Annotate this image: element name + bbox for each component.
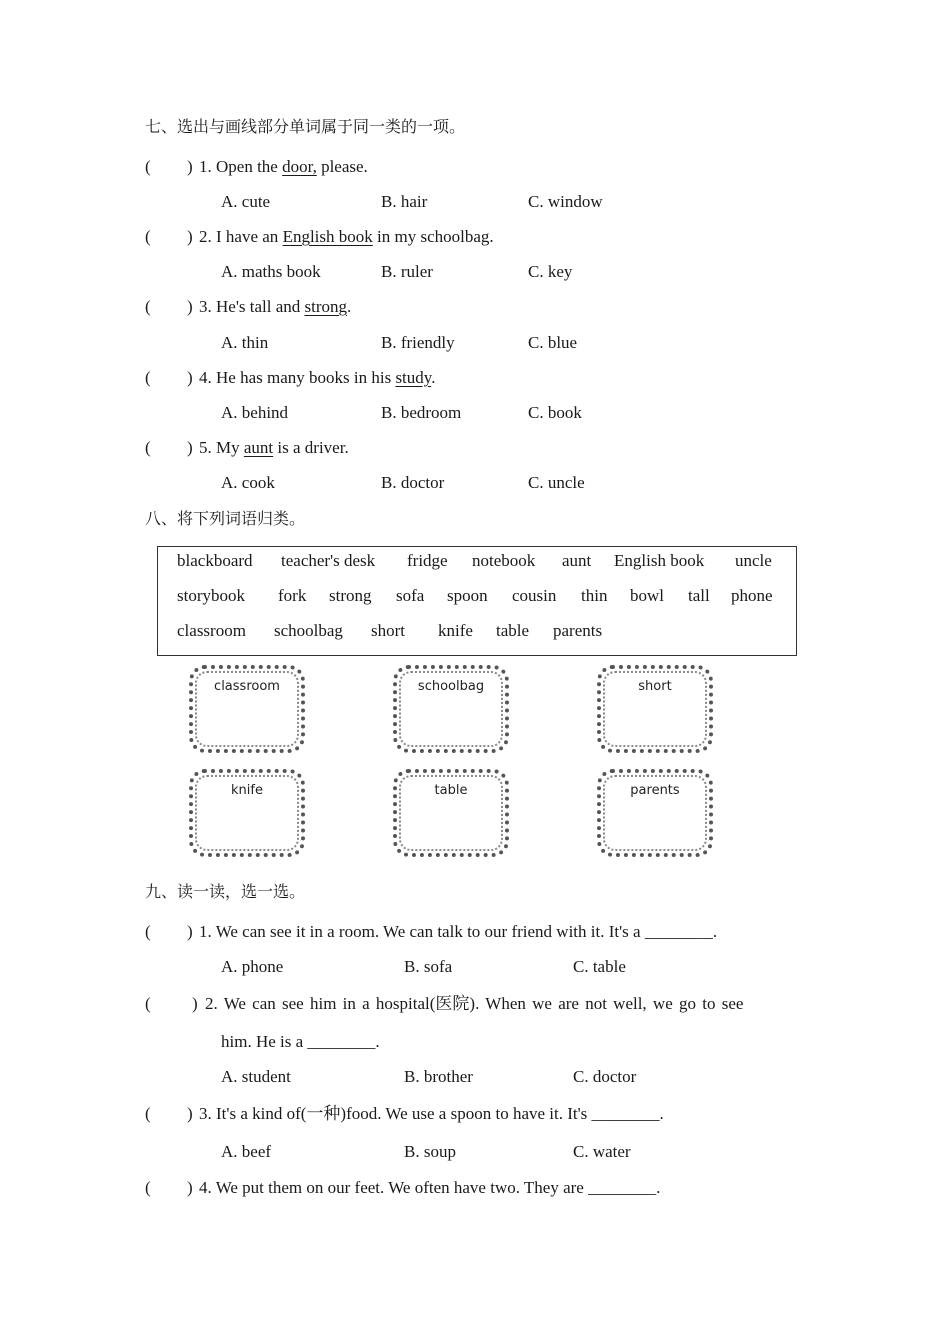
category-frame-parents: parents <box>597 769 713 857</box>
word-item: phone <box>731 586 773 605</box>
option-b: B. brother <box>404 1067 473 1086</box>
answer-paren-close: ) <box>187 297 193 316</box>
option-a: A. cute <box>221 192 271 211</box>
option-b: B. bedroom <box>381 403 462 422</box>
category-frame-table: table <box>393 769 509 857</box>
answer-paren-close: ) <box>192 994 198 1013</box>
word-item: blackboard <box>177 551 253 570</box>
word-item: fork <box>278 586 307 605</box>
category-frame-short: short <box>597 665 713 753</box>
word-item: cousin <box>512 586 557 605</box>
option-c: C. doctor <box>573 1067 637 1086</box>
word-item: tall <box>688 586 710 605</box>
option-a: A. thin <box>221 333 269 352</box>
answer-paren-open: ( <box>145 157 151 176</box>
option-a: A. cook <box>221 473 275 492</box>
option-a: A. phone <box>221 957 284 976</box>
option-c: C. window <box>528 192 603 211</box>
question-text: 2. We can see him in a hospital(医院). When we are not well, we go to see <box>205 994 744 1013</box>
answer-paren-open: ( <box>145 438 151 457</box>
question-text: 5. My aunt is a driver. <box>199 438 349 457</box>
question-text: 1. We can see it in a room. We can talk to our friend with it. It's a ________. <box>199 922 718 941</box>
word-item: short <box>371 621 405 640</box>
answer-paren-open: ( <box>145 922 151 941</box>
option-a: A. maths book <box>221 262 321 281</box>
word-item: spoon <box>447 586 488 605</box>
word-item: English book <box>614 551 705 570</box>
answer-paren-open: ( <box>145 1104 151 1123</box>
question-text: 4. He has many books in his study. <box>199 368 436 387</box>
option-c: C. uncle <box>528 473 585 492</box>
question-text: 1. Open the door, please. <box>199 157 368 176</box>
section7-title: 七、选出与画线部分单词属于同一类的一项。 <box>145 117 466 136</box>
word-item: fridge <box>407 551 448 570</box>
word-item: bowl <box>630 586 664 605</box>
word-item: table <box>496 621 530 640</box>
option-b: B. friendly <box>381 333 455 352</box>
word-item: knife <box>438 621 473 640</box>
answer-paren-open: ( <box>145 994 151 1013</box>
word-item: strong <box>329 586 372 605</box>
answer-paren-close: ) <box>187 438 193 457</box>
question-text: 2. I have an English book in my schoolbag. <box>199 227 494 246</box>
word-item: sofa <box>396 586 425 605</box>
option-b: B. hair <box>381 192 428 211</box>
option-c: C. book <box>528 403 582 422</box>
section9-title: 九、读一读，选一选。 <box>145 882 306 901</box>
section8-title: 八、将下列词语归类。 <box>145 509 306 528</box>
word-item: classroom <box>177 621 246 640</box>
word-item: aunt <box>562 551 592 570</box>
answer-paren-close: ) <box>187 157 193 176</box>
word-item: schoolbag <box>274 621 343 640</box>
option-b: B. doctor <box>381 473 445 492</box>
word-item: storybook <box>177 586 245 605</box>
option-a: A. beef <box>221 1142 272 1161</box>
word-item: parents <box>553 621 603 640</box>
option-c: C. key <box>528 262 573 281</box>
answer-paren-close: ) <box>187 1178 193 1197</box>
answer-paren-open: ( <box>145 1178 151 1197</box>
option-b: B. soup <box>404 1142 456 1161</box>
question-text: 3. It's a kind of(一种)food. We use a spoon to have it. It's ________. <box>199 1104 664 1123</box>
answer-paren-close: ) <box>187 922 193 941</box>
category-frame-classroom: classroom <box>189 665 305 753</box>
answer-paren-close: ) <box>187 227 193 246</box>
category-frame-schoolbag: schoolbag <box>393 665 509 753</box>
category-frame-knife: knife <box>189 769 305 857</box>
option-b: B. sofa <box>404 957 453 976</box>
question-text: 4. We put them on our feet. We often have two. They are ________. <box>199 1178 661 1197</box>
answer-paren-open: ( <box>145 368 151 387</box>
option-b: B. ruler <box>381 262 433 281</box>
question-text-continued: him. He is a ________. <box>221 1032 380 1051</box>
question-text: 3. He's tall and strong. <box>199 297 352 316</box>
option-c: C. water <box>573 1142 631 1161</box>
word-item: uncle <box>735 551 772 570</box>
answer-paren-close: ) <box>187 368 193 387</box>
word-item: notebook <box>472 551 536 570</box>
answer-paren-open: ( <box>145 227 151 246</box>
answer-paren-close: ) <box>187 1104 193 1123</box>
option-c: C. blue <box>528 333 578 352</box>
option-c: C. table <box>573 957 626 976</box>
option-a: A. behind <box>221 403 289 422</box>
word-item: thin <box>581 586 608 605</box>
answer-paren-open: ( <box>145 297 151 316</box>
option-a: A. student <box>221 1067 291 1086</box>
word-item: teacher's desk <box>281 551 376 570</box>
